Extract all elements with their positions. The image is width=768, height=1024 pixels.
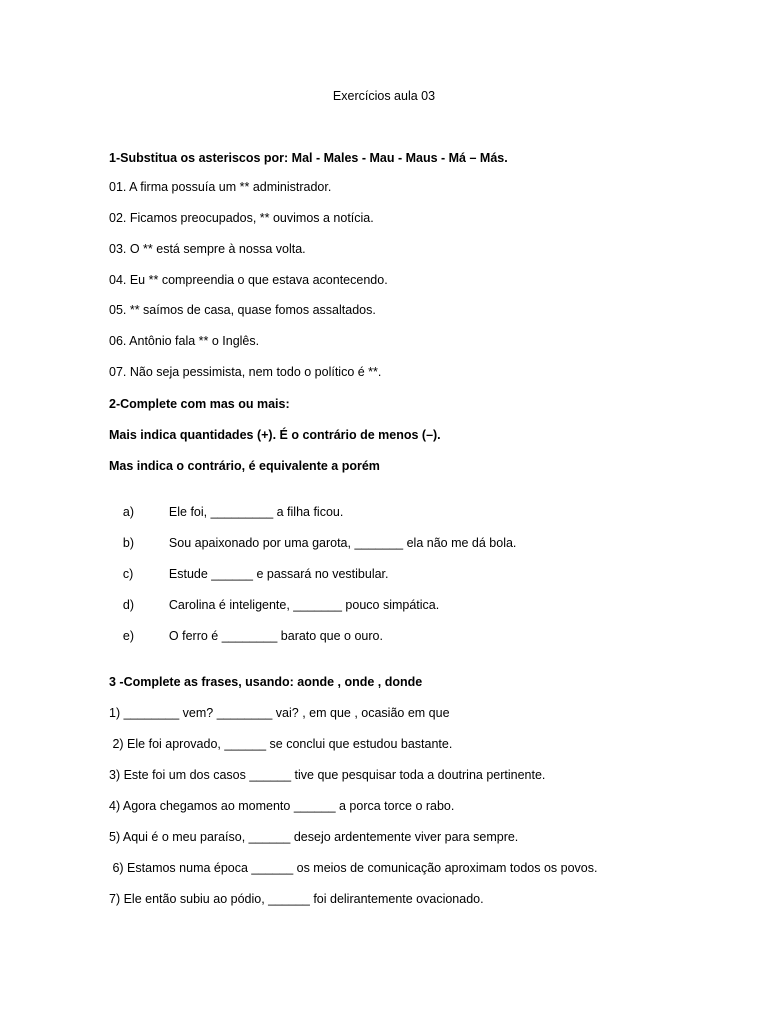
section1-item: 04. Eu ** compreendia o que estava acontecendo. bbox=[109, 273, 388, 287]
section3-item: 7) Ele então subiu ao pódio, ______ foi delirantemente ovacionado. bbox=[109, 892, 484, 906]
section1-heading: 1-Substitua os asteriscos por: Mal - Males - Mau - Maus - Má – Más. bbox=[109, 151, 508, 165]
item-text: Carolina é inteligente, _______ pouco simpática. bbox=[168, 598, 440, 612]
section1-item: 06. Antônio fala ** o Inglês. bbox=[109, 334, 260, 348]
item-text: Estude ______ e passará no vestibular. bbox=[168, 567, 389, 581]
section3-item: 4) Agora chegamos ao momento ______ a porca torce o rabo. bbox=[109, 799, 455, 813]
section1-item: 02. Ficamos preocupados, ** ouvimos a notícia. bbox=[109, 211, 374, 225]
document-title: Exercícios aula 03 bbox=[332, 89, 436, 103]
section1-item: 03. O ** está sempre à nossa volta. bbox=[109, 242, 306, 256]
section2-heading: 2-Complete com mas ou mais: bbox=[109, 397, 290, 411]
item-letter: b) bbox=[122, 536, 135, 550]
section2-note-mas: Mas indica o contrário, é equivalente a porém bbox=[109, 459, 380, 473]
section1-item: 01. A firma possuía um ** administrador. bbox=[109, 180, 332, 194]
item-letter: c) bbox=[122, 567, 134, 581]
section2-item-e bbox=[109, 612, 383, 660]
section3-item: 6) Estamos numa época ______ os meios de comunicação aproximam todos os povos. bbox=[109, 861, 598, 875]
item-letter: e) bbox=[122, 629, 135, 643]
section3-item: 1) ________ vem? ________ vai? , em que , ocasião em que bbox=[109, 706, 450, 720]
section3-item: 3) Este foi um dos casos ______ tive que pesquisar toda a doutrina pertinente. bbox=[109, 768, 546, 782]
item-letter: d) bbox=[122, 598, 135, 612]
section2-note-mais: Mais indica quantidades (+). É o contrário de menos (–). bbox=[109, 428, 441, 442]
section3-heading: 3 -Complete as frases, usando: aonde , onde , donde bbox=[109, 675, 423, 689]
section3-item: 2) Ele foi aprovado, ______ se conclui que estudou bastante. bbox=[109, 737, 453, 751]
section1-item: 05. ** saímos de casa, quase fomos assaltados. bbox=[109, 303, 376, 317]
item-text: Sou apaixonado por uma garota, _______ ela não me dá bola. bbox=[168, 536, 517, 550]
section1-item: 07. Não seja pessimista, nem todo o político é **. bbox=[109, 365, 382, 379]
section3-item: 5) Aqui é o meu paraíso, ______ desejo ardentemente viver para sempre. bbox=[109, 830, 519, 844]
item-text: O ferro é ________ barato que o ouro. bbox=[168, 629, 383, 643]
item-letter: a) bbox=[122, 505, 135, 519]
item-text: Ele foi, _________ a filha ficou. bbox=[168, 505, 344, 519]
